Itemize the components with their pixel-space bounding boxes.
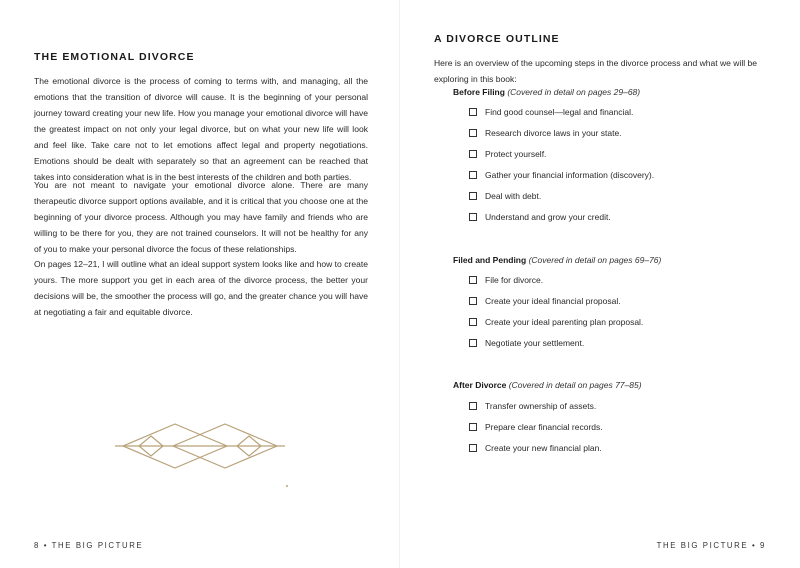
left-heading: THE EMOTIONAL DIVORCE xyxy=(34,51,195,63)
checkbox-icon[interactable] xyxy=(469,171,477,179)
checkbox-icon[interactable] xyxy=(469,150,477,158)
left-footer: 8 • THE BIG PICTURE xyxy=(34,541,144,550)
checkbox-icon[interactable] xyxy=(469,129,477,137)
checkbox-icon[interactable] xyxy=(469,276,477,284)
right-footer: THE BIG PICTURE • 9 xyxy=(656,541,766,550)
decorative-diamond-ornament xyxy=(115,418,285,474)
section-title-after-divorce xyxy=(453,380,642,390)
paragraph-2: You are not meant to navigate your emotional divorce alone. There are many therapeutic divorce support options available, and it is critical that you choose one at the beginning of your divorce process. Although you may have family and friends who are willing to be there for you, they are not trained counselors. It will not be healthy for any of you to make your personal divorce the focus of these relationships. xyxy=(34,180,368,254)
checkbox-icon[interactable] xyxy=(469,318,477,326)
checkbox-icon[interactable] xyxy=(469,402,477,410)
section-note: (Covered in detail on pages 77–85) xyxy=(508,380,642,390)
ornament-dot xyxy=(286,485,288,487)
section-note: (Covered in detail on pages 69–76) xyxy=(528,255,662,265)
checkbox-icon[interactable] xyxy=(469,297,477,305)
section-title-filed-and-pending xyxy=(453,255,661,265)
outline-intro: Here is an overview of the upcoming steps in the divorce process and what we will be exploring in this book: xyxy=(434,58,758,84)
paragraph-1: The emotional divorce is the process of coming to terms with, and managing, all the emotions that the transition of divorce will cause. It is the beginning of your personal journey toward creating your new life. How you manage your emotional divorce will have the greatest impact on not only your legal divorce, but on what your new life will look and feel like. Take care not to let emotions affect legal and property negotiations. Emotions should be dealt with separately so that an agreement can be reached that takes into consideration what is in the best interests of the children and both parties. xyxy=(34,76,368,182)
section-name: Before Filing xyxy=(453,87,505,97)
checkbox-icon[interactable] xyxy=(469,213,477,221)
checkbox-icon[interactable] xyxy=(469,339,477,347)
section-title-before-filing xyxy=(453,87,640,97)
paragraph-3: On pages 12–21, I will outline what an ideal support system looks like and how to create yours. The more support you get in each area of the divorce process, the better your decisions will be, the smoother the process will go, and the greater chance you will have at negotiating a fair and equitable divorce. xyxy=(34,259,368,317)
section-note: (Covered in detail on pages 29–68) xyxy=(507,87,641,97)
right-heading: A DIVORCE OUTLINE xyxy=(434,33,560,45)
checkbox-icon[interactable] xyxy=(469,192,477,200)
section-name: After Divorce xyxy=(453,380,507,390)
checkbox-icon[interactable] xyxy=(469,444,477,452)
section-name: Filed and Pending xyxy=(453,255,527,265)
checkbox-icon[interactable] xyxy=(469,423,477,431)
checkbox-icon[interactable] xyxy=(469,108,477,116)
